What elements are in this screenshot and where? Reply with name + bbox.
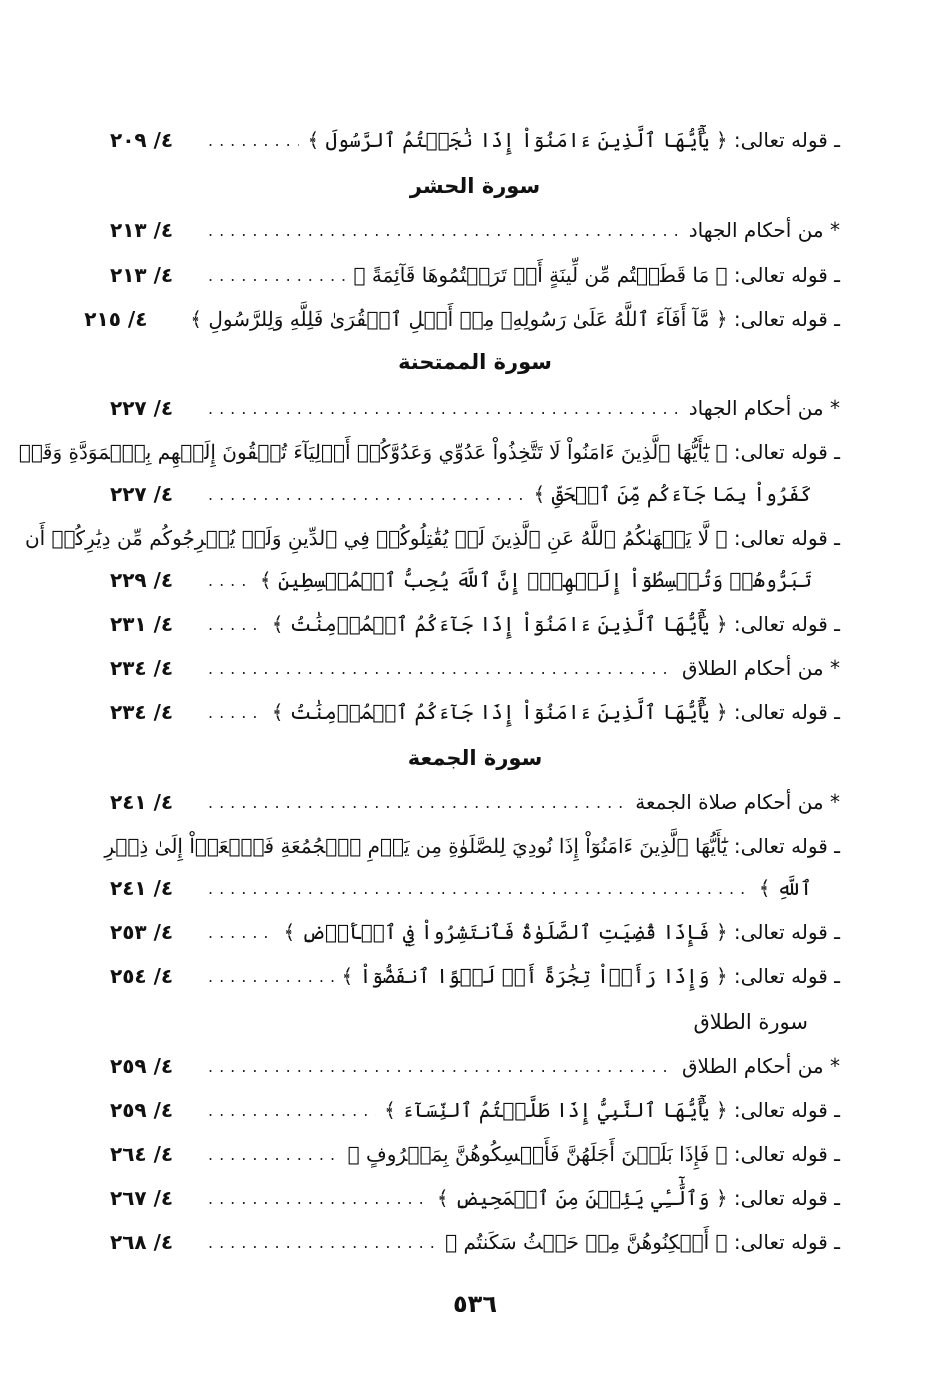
- page-reference: ٤/ ٢٠٩: [110, 128, 174, 152]
- entry-label: ـ قوله تعالى:: [733, 1186, 840, 1210]
- index-entry: [110, 1134, 840, 1174]
- page-reference: ٤/ ٢٢٧: [110, 396, 174, 420]
- page-reference: ٤/ ٢٣٤: [110, 700, 174, 724]
- entry-label: ـ قوله تعالى:: [733, 700, 840, 724]
- verse-quote: يَٰٓأَيُّهَا ٱلَّذِينَ ءَامَنُوٓاْ إِذَا نُودِيَ لِلصَّلَوٰةِ مِن يَوۡمِ ٱلۡجُمُعَةِ فَٱسۡعَوۡاْ إِلَىٰ ذِكۡرِ: [104, 834, 728, 858]
- page-reference: ٤/ ٢٦٨: [110, 1230, 174, 1254]
- index-entry: [24, 518, 840, 558]
- page-reference: ٤/ ٢٣٤: [110, 656, 174, 680]
- index-entry: [110, 782, 840, 822]
- verse-quote-continued: تَبَرُّوهُمۡ وَتُقۡسِطُوٓاْ إِلَيۡهِمۡۚ إِنَّ ٱللَّهَ يُحِبُّ ٱلۡمُقۡسِطِينَ ﴾: [259, 568, 812, 592]
- verse-quote: ﴿ يَٰٓأَيُّهَا ٱلنَّبِيُّ إِذَا طَلَّقۡتُمُ ٱلنِّسَآءَ ﴾: [384, 1098, 728, 1122]
- leader-dots: [208, 923, 275, 942]
- page-reference: ٤/ ٢٥٣: [110, 920, 174, 944]
- page-reference: ٤/ ٢٦٧: [110, 1186, 174, 1210]
- section-label: * من أحكام الطلاق: [682, 656, 840, 680]
- leader-dots: [208, 1101, 376, 1120]
- verse-quote: ﴿ مَا قَطَعۡتُم مِّن لِّينَةٍ أَوۡ تَرَكۡتُمُوهَا قَآئِمَةً ﴾: [353, 263, 728, 287]
- entry-label: ـ قوله تعالى:: [733, 307, 840, 331]
- verse-quote: ﴿ يَٰٓأَيُّهَا ٱلَّذِينَ ءَامَنُواْ لَا تَتَّخِذُواْ عَدُوِّي وَعَدُوَّكُمۡ أَوۡلِيَآءَ تُلۡقُونَ إِلَيۡهِم بِٱلۡمَوَدَّةِ وَقَدۡ: [18, 440, 728, 464]
- entry-label: ـ قوله تعالى:: [733, 1230, 840, 1254]
- index-entry: [18, 432, 840, 472]
- verse-quote: ﴿ فَإِذَا قُضِيَتِ ٱلصَّلَوٰةُ فَٱنتَشِرُواْ فِي ٱلۡأَرۡضِ ﴾: [283, 920, 728, 944]
- page-reference: ٤/ ٢٤١: [110, 790, 174, 814]
- verse-quote-continued: كَفَرُواْ بِمَا جَآءَكُم مِّنَ ٱلۡحَقِّ ﴾: [533, 482, 812, 506]
- index-entry: [110, 120, 840, 160]
- index-entry-continuation: [110, 560, 840, 600]
- page-reference: ٤/ ٢٤١: [110, 876, 174, 900]
- verse-quote: ﴿ يَٰٓأَيُّهَا ٱلَّذِينَ ءَامَنُوٓاْ إِذَا نَٰجَيۡتُمُ ٱلرَّسُولَ ﴾: [307, 128, 728, 152]
- index-entry: [110, 1178, 840, 1218]
- index-entry: [110, 255, 840, 295]
- verse-quote: ﴿ يَٰٓأَيُّهَا ٱلَّذِينَ ءَامَنُوٓاْ إِذَا جَآءَكُمُ ٱلۡمُؤۡمِنَٰتُ ﴾: [271, 700, 728, 724]
- leader-dots: [208, 485, 526, 504]
- leader-dots: [208, 221, 681, 240]
- entry-label: ـ قوله تعالى:: [733, 1098, 840, 1122]
- index-entry: [110, 956, 840, 996]
- entry-label: ـ قوله تعالى:: [733, 263, 840, 287]
- index-entry: [110, 1046, 840, 1086]
- index-page: [18, 110, 840, 1360]
- page-reference: ٤/ ٢٥٩: [110, 1098, 174, 1122]
- index-entry: [104, 826, 840, 866]
- section-label: * من أحكام الجهاد: [688, 396, 840, 420]
- index-entry: [84, 299, 840, 339]
- leader-dots: [208, 1145, 340, 1164]
- index-entry: [110, 210, 840, 250]
- leader-dots: [208, 266, 345, 285]
- entry-label: ـ قوله تعالى:: [733, 128, 840, 152]
- entry-label: ـ قوله تعالى:: [733, 964, 840, 988]
- leader-dots: [208, 703, 264, 722]
- leader-dots: [208, 1057, 674, 1076]
- verse-quote: ﴿ مَّآ أَفَآءَ ٱللَّهُ عَلَىٰ رَسُولِهِۦ مِنۡ أَهۡلِ ٱلۡقُرَىٰ فَلِلَّهِ وَلِلرَّسُولِ ﴾: [190, 307, 728, 331]
- entry-label: ـ قوله تعالى:: [733, 920, 840, 944]
- leader-dots: [208, 659, 674, 678]
- surah-heading: سورة الممتحنة: [398, 350, 552, 374]
- index-entry: [110, 1090, 840, 1130]
- page-number: ٥٣٦: [453, 1290, 497, 1318]
- verse-quote: ﴿ أَسۡكِنُوهُنَّ مِنۡ حَيۡثُ سَكَنتُم ﴾: [445, 1230, 728, 1254]
- index-entry: [110, 388, 840, 428]
- page-reference: ٤/ ٢١٣: [110, 218, 174, 242]
- index-entry-continuation: [110, 474, 840, 514]
- leader-dots: [208, 879, 751, 898]
- entry-label: ـ قوله تعالى:: [733, 1142, 840, 1166]
- index-entry: [110, 692, 840, 732]
- entry-label: ـ قوله تعالى:: [733, 834, 840, 858]
- page-reference: ٤/ ٢٥٩: [110, 1054, 174, 1078]
- verse-quote: ﴿ فَإِذَا بَلَغۡنَ أَجَلَهُنَّ فَأَمۡسِكُوهُنَّ بِمَعۡرُوفٍ ﴾: [347, 1142, 728, 1166]
- verse-quote: ﴿ وَٱلَّٰٓـِٔي يَئِسۡنَ مِنَ ٱلۡمَحِيضِ ﴾: [436, 1186, 728, 1210]
- leader-dots: [208, 571, 252, 590]
- page-reference: ٤/ ٢١٥: [84, 307, 148, 331]
- page-reference: ٤/ ٢٥٤: [110, 964, 174, 988]
- entry-label: ـ قوله تعالى:: [733, 440, 840, 464]
- verse-quote-continued: ٱللَّهِ ﴾: [758, 876, 812, 900]
- page-reference: ٤/ ٢١٣: [110, 263, 174, 287]
- section-label: * من أحكام الجهاد: [688, 218, 840, 242]
- leader-dots: [208, 615, 264, 634]
- page-reference: ٤/ ٢٢٩: [110, 568, 174, 592]
- index-entry: [110, 648, 840, 688]
- page-reference: ٤/ ٢٦٤: [110, 1142, 174, 1166]
- verse-quote: ﴿ وَإِذَا رَأَوۡاْ تِجَٰرَةً أَوۡ لَهۡوًا ٱنفَضُّوٓاْ ﴾: [341, 964, 728, 988]
- index-entry: [110, 1222, 840, 1262]
- leader-dots: [208, 1189, 429, 1208]
- leader-dots: [208, 1233, 437, 1252]
- leader-dots: [208, 793, 627, 812]
- section-label: * من أحكام الطلاق: [682, 1054, 840, 1078]
- verse-quote: ﴿ لَّا يَنۡهَىٰكُمُ ٱللَّهُ عَنِ ٱلَّذِينَ لَمۡ يُقَٰتِلُوكُمۡ فِي ٱلدِّينِ وَلَمۡ يُخۡرِجُوكُم مِّن دِيَٰرِكُمۡ أَن: [24, 526, 728, 550]
- surah-heading: سورة الحشر: [409, 174, 541, 198]
- index-entry-continuation: [110, 868, 840, 908]
- leader-dots: [208, 967, 334, 986]
- page-reference: ٤/ ٢٣١: [110, 612, 174, 636]
- surah-heading: سورة الطلاق: [693, 1010, 808, 1034]
- section-label: * من أحكام صلاة الجمعة: [635, 790, 840, 814]
- verse-quote: ﴿ يَٰٓأَيُّهَا ٱلَّذِينَ ءَامَنُوٓاْ إِذَا جَآءَكُمُ ٱلۡمُؤۡمِنَٰتُ ﴾: [271, 612, 728, 636]
- entry-label: ـ قوله تعالى:: [733, 526, 840, 550]
- leader-dots: [208, 131, 299, 150]
- index-entry: [110, 912, 840, 952]
- page-reference: ٤/ ٢٢٧: [110, 482, 174, 506]
- entry-label: ـ قوله تعالى:: [733, 612, 840, 636]
- leader-dots: [208, 399, 681, 418]
- index-entry: [110, 604, 840, 644]
- surah-heading: سورة الجمعة: [407, 746, 543, 770]
